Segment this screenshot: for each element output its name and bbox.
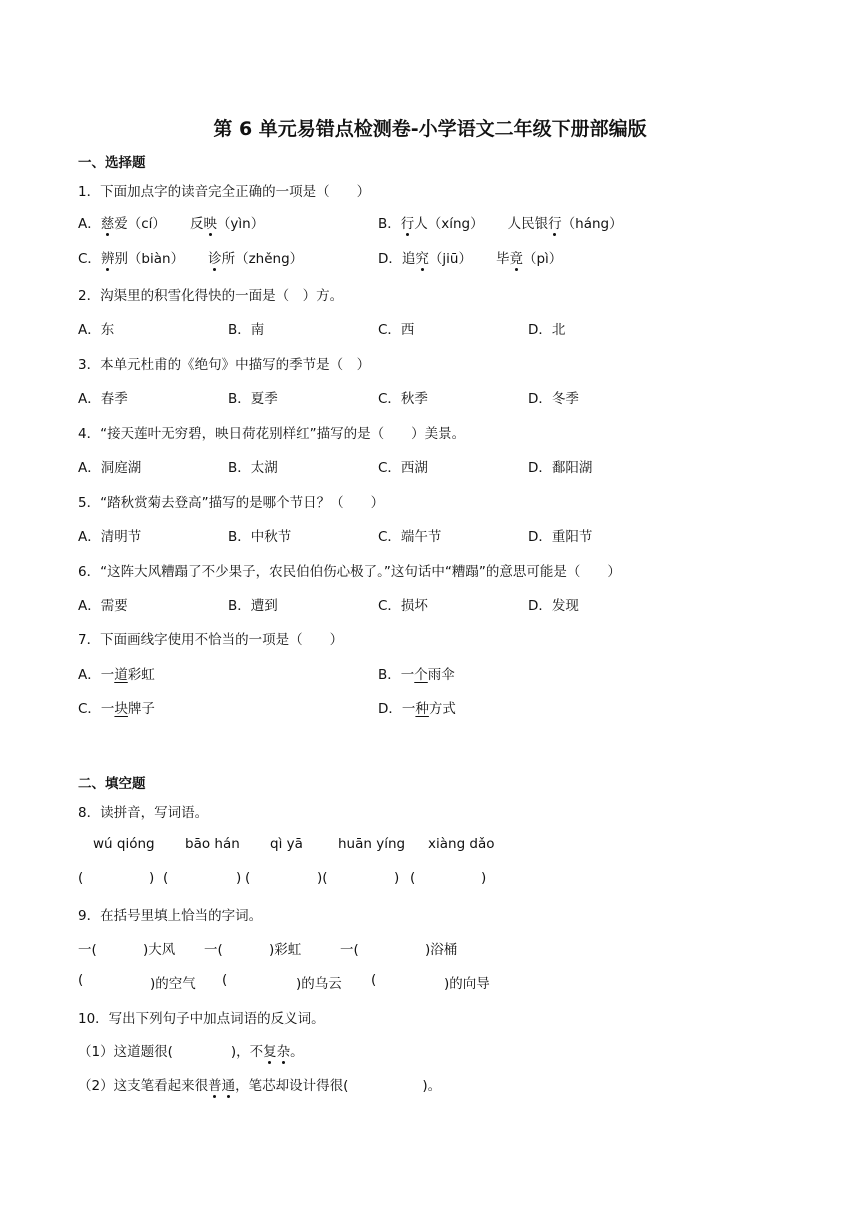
q10-sentence-1: （1）这道题很( )，不复杂。: [78, 1040, 304, 1060]
q7-option-b: B．一个雨伞: [378, 667, 455, 683]
q9-row1-item3-open: 一(: [340, 942, 359, 958]
question-2-stem: 2．沟渠里的积雪化得快的一面是（ ）方。: [78, 288, 344, 304]
q3-option-c: C．秋季: [378, 391, 428, 407]
q8-blank-close-open: )(: [317, 870, 328, 886]
q10-sentence-2: （2）这支笔看起来很普通，笔芯却设计得很( )。: [78, 1074, 441, 1094]
q5-option-c: C．端午节: [378, 529, 442, 545]
q3-option-a: A．春季: [78, 391, 128, 407]
question-1-stem: 1．下面加点字的读音完全正确的一项是（ ）: [78, 184, 371, 200]
q7-option-d: D．一种方式: [378, 701, 456, 717]
q7-option-a: A．一道彩虹: [78, 667, 155, 683]
q8-pinyin-4: huān yíng: [338, 836, 406, 852]
q6-option-c: C．损坏: [378, 598, 428, 614]
q9-row2-item2-close: )的乌云: [296, 976, 342, 992]
q1-option-c: C．辨别（biàn） 诊所（zhěng）: [78, 247, 303, 267]
q3-option-b: B．夏季: [228, 391, 278, 407]
q9-row1-item2-open: 一(: [204, 942, 223, 958]
q2-option-d: D．北: [528, 322, 566, 338]
question-3-stem: 3．本单元杜甫的《绝句》中描写的季节是（ ）: [78, 357, 371, 373]
section-heading-choice: 一、选择题: [78, 155, 146, 171]
q8-blank-close-2: ): [236, 870, 242, 886]
q4-option-a: A．洞庭湖: [78, 460, 142, 476]
q1-option-d: D．追究（jiū） 毕竟（pì）: [378, 247, 562, 267]
q9-row1-item1-open: 一(: [78, 942, 97, 958]
q5-option-a: A．清明节: [78, 529, 142, 545]
q8-blank-open-5: (: [410, 870, 416, 886]
question-4-stem: 4．“接天莲叶无穷碧，映日荷花别样红”描写的是（ ）美景。: [78, 426, 466, 442]
q9-row2-item3-close: )的向导: [444, 976, 490, 992]
question-10-stem: 10．写出下列句子中加点词语的反义词。: [78, 1011, 325, 1027]
page-title: 第 6 单元易错点检测卷-小学语文二年级下册部编版: [213, 118, 647, 140]
q4-option-c: C．西湖: [378, 460, 428, 476]
q4-option-b: B．太湖: [228, 460, 278, 476]
q6-option-d: D．发现: [528, 598, 579, 614]
q8-blank-open-3: (: [245, 870, 251, 886]
q1-option-a: A．慈爱（cí） 反映（yìn）: [78, 212, 264, 232]
q8-blank-close-4: ): [394, 870, 400, 886]
q9-row1-item2-close: )彩虹: [269, 942, 302, 958]
q1-option-b: B．行人（xíng） 人民银行（háng）: [378, 212, 623, 232]
q2-option-a: A．东: [78, 322, 115, 338]
q9-row1-item1-close: )大风: [143, 942, 176, 958]
q4-option-d: D．鄱阳湖: [528, 460, 593, 476]
q8-pinyin-3: qì yā: [270, 836, 303, 852]
q8-blank-open-1: (: [78, 870, 84, 886]
q7-option-c: C．一块牌子: [78, 701, 155, 717]
q9-row2-item3-open: (: [371, 972, 377, 988]
q5-option-d: D．重阳节: [528, 529, 593, 545]
q9-row2-item2-open: (: [222, 972, 228, 988]
q9-row2-item1-open: (: [78, 972, 84, 988]
q9-row2-item1-close: )的空气: [150, 976, 196, 992]
q8-blank-close-5: ): [481, 870, 487, 886]
q6-option-b: B．遭到: [228, 598, 278, 614]
q3-option-d: D．冬季: [528, 391, 579, 407]
question-7-stem: 7．下面画线字使用不恰当的一项是（ ）: [78, 632, 344, 648]
q2-option-b: B．南: [228, 322, 265, 338]
question-6-stem: 6．“这阵大风糟蹋了不少果子，农民伯伯伤心极了。”这句话中“糟蹋”的意思可能是（ ）: [78, 564, 621, 580]
question-9-stem: 9．在括号里填上恰当的字词。: [78, 908, 263, 924]
q5-option-b: B．中秋节: [228, 529, 292, 545]
q8-pinyin-5: xiàng dǎo: [428, 836, 495, 852]
question-8-stem: 8．读拼音，写词语。: [78, 805, 209, 821]
q8-pinyin-1: wú qióng: [93, 836, 155, 852]
q8-blank-close-1: ): [149, 870, 155, 886]
section-heading-fill: 二、填空题: [78, 776, 146, 792]
q6-option-a: A．需要: [78, 598, 128, 614]
q2-option-c: C．西: [378, 322, 415, 338]
q8-blank-open-2: (: [163, 870, 169, 886]
question-5-stem: 5．“踏秋赏菊去登高”描写的是哪个节日？（ ）: [78, 495, 385, 511]
q8-pinyin-2: bāo hán: [185, 836, 240, 852]
q9-row1-item3-close: )浴桶: [425, 942, 458, 958]
